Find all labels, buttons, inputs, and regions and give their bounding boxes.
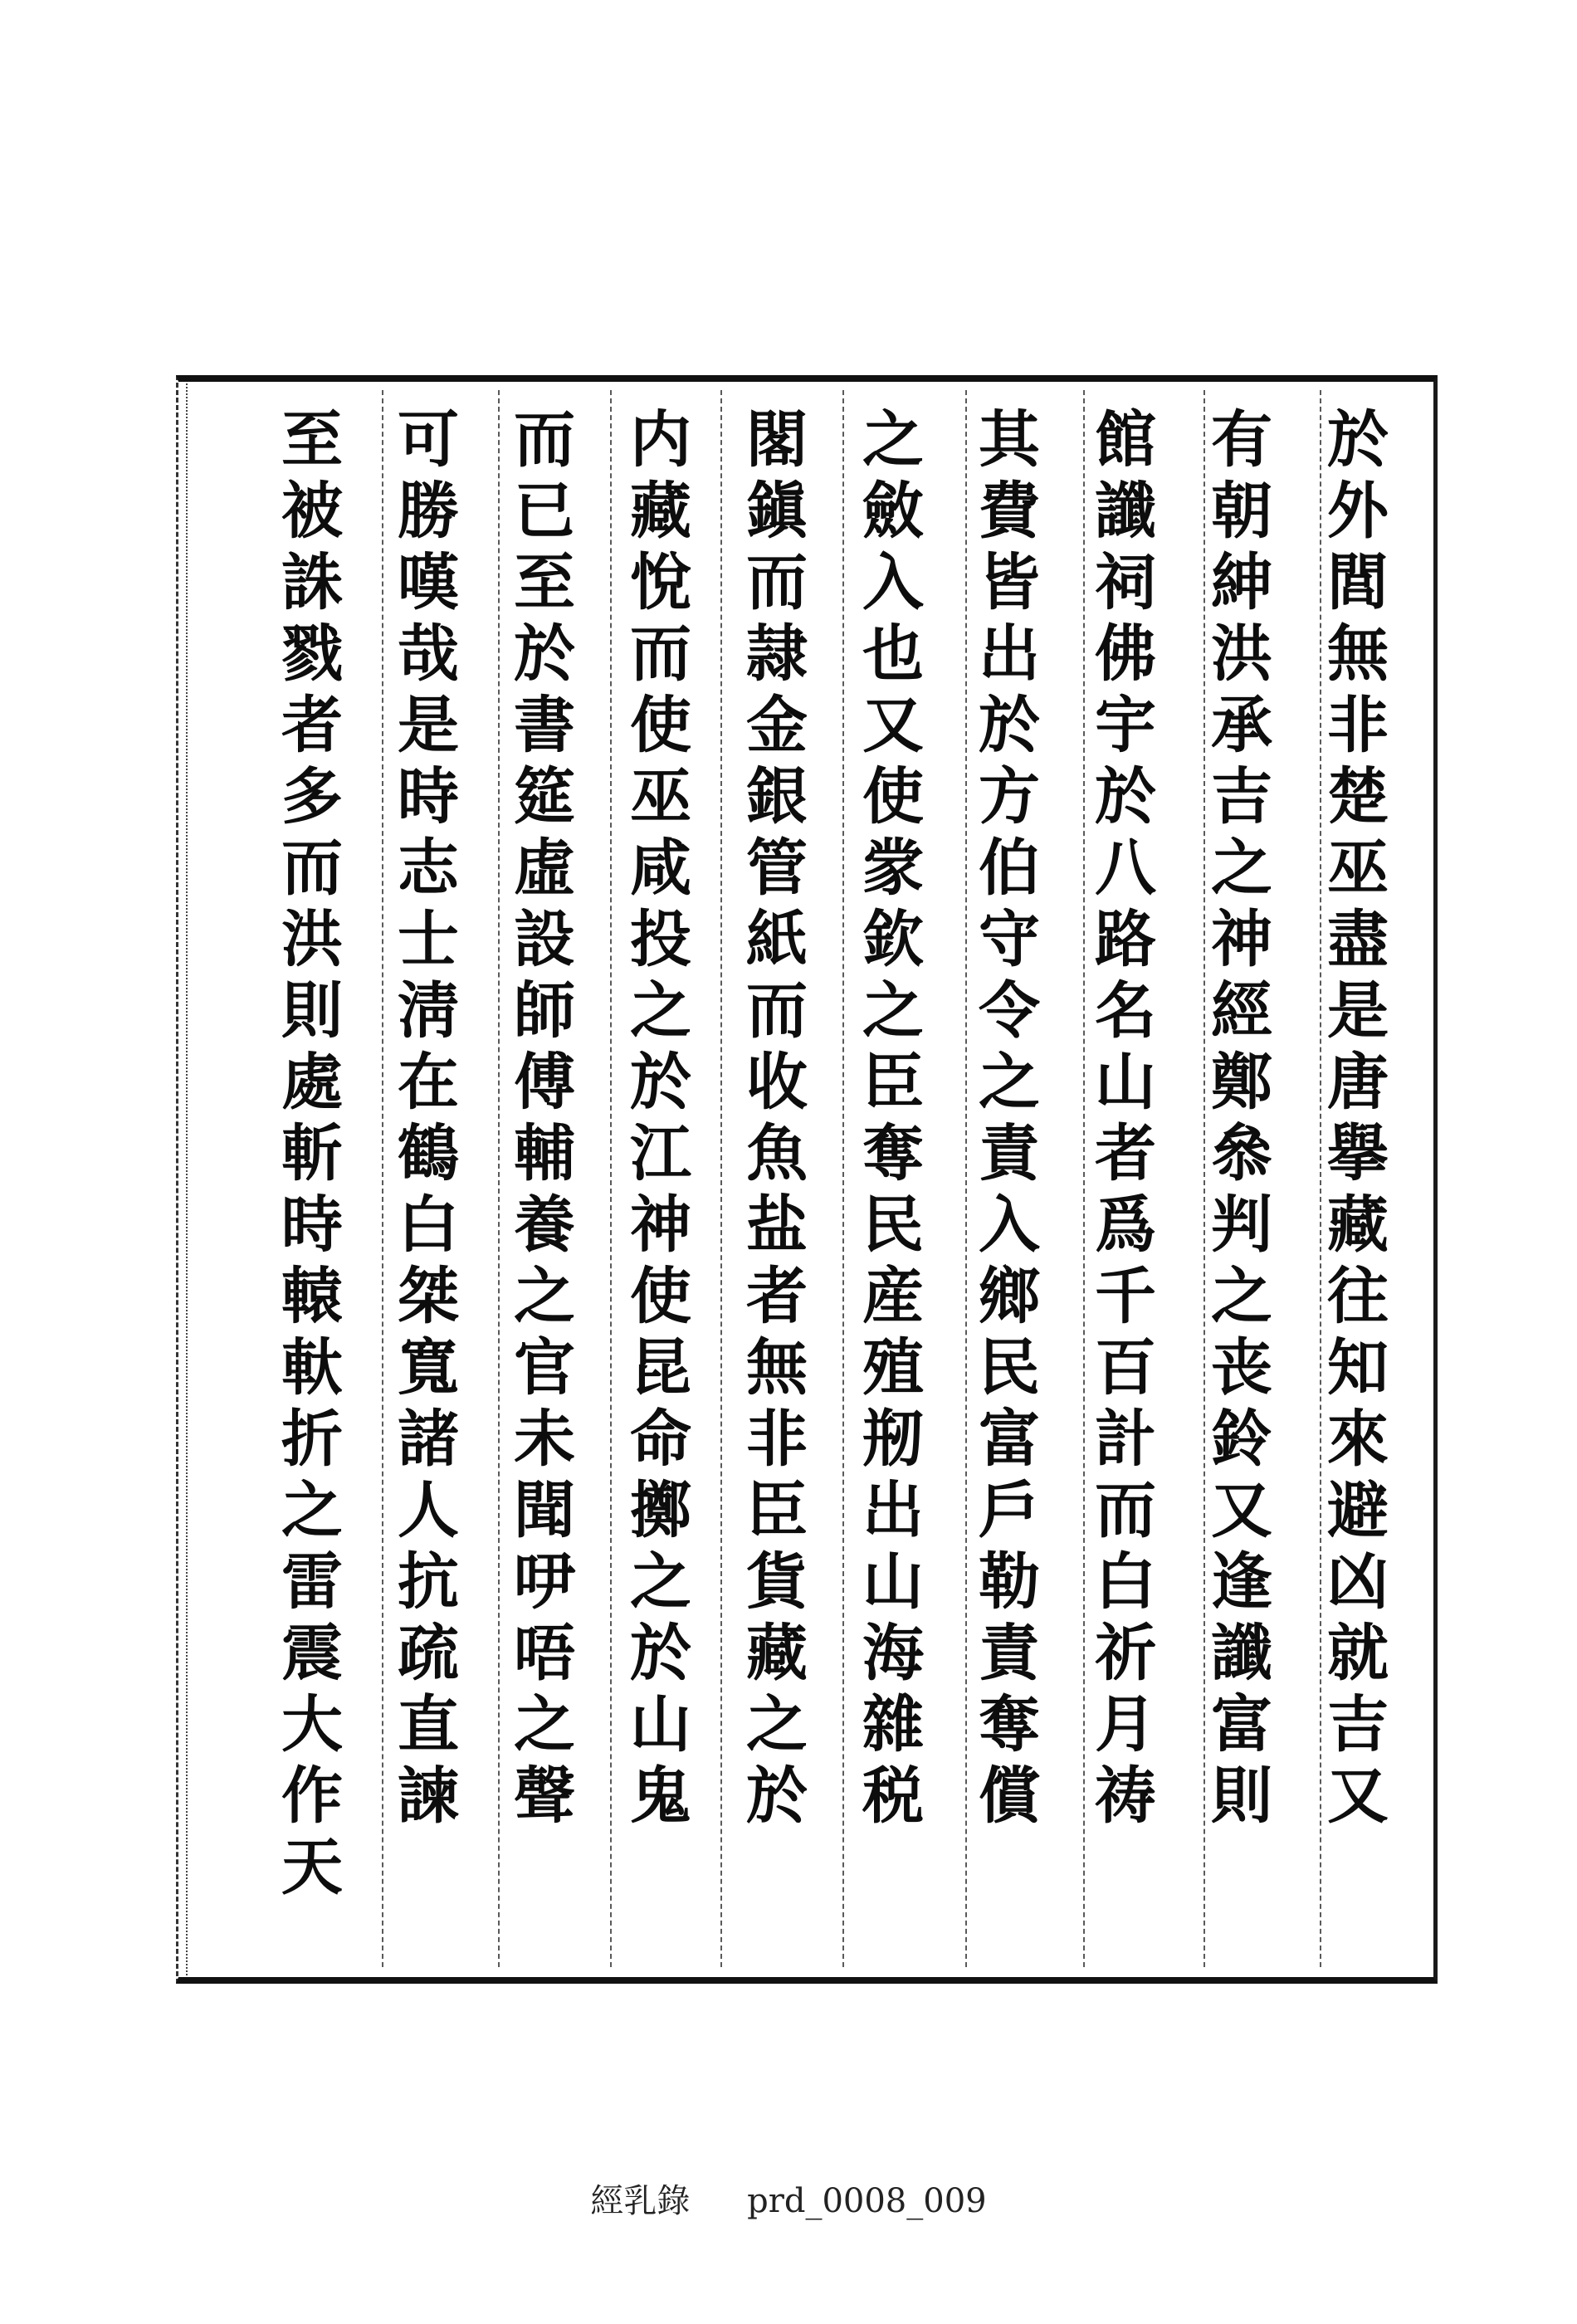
- outer-margin-rule: [186, 383, 188, 1975]
- text-column-1: 於外閭無非楚巫盡是唐擧藏往知來避凶就吉又: [1317, 407, 1389, 1834]
- text-column-5: 之斂入也又使䝉欽之臣奪民産殖剏出山海雜税: [852, 407, 924, 1834]
- text-column-9: 可勝嘆哉是時志士淸在鶴白桀寬諸人抗疏直諫: [388, 407, 459, 1834]
- text-column-10: 至被誅戮者多而洪則處斬時轅軑折之雷震大作天: [271, 407, 343, 1906]
- text-column-8: 而已至於書筵虛設師傅輔養之官未聞吚唔之聲: [504, 407, 575, 1834]
- text-column-4: 其費皆出於方伯守令之責入鄉民富戶勒責奪償: [969, 407, 1040, 1834]
- text-column-7: 内藏悅而使巫咸投之於江神使昆命擲之於山鬼: [620, 407, 691, 1834]
- text-column-2: 有朝紳洪承吉之神經鄭叅判之丧鈴又逢讖富則: [1201, 407, 1272, 1834]
- footer-title: 經乳錄: [590, 2182, 691, 2220]
- text-column-6: 閣鎭而隷金銀管紙而收魚盐者無非臣貨藏之於: [736, 407, 808, 1834]
- vertical-text-body: [249, 390, 1411, 1967]
- text-column-3: 館讖祠佛宇於八路名山者爲千百計而白祈月祷: [1085, 407, 1156, 1834]
- page-footer: [0, 2175, 1577, 2222]
- footer-page-id: prd_0008_009: [747, 2182, 987, 2220]
